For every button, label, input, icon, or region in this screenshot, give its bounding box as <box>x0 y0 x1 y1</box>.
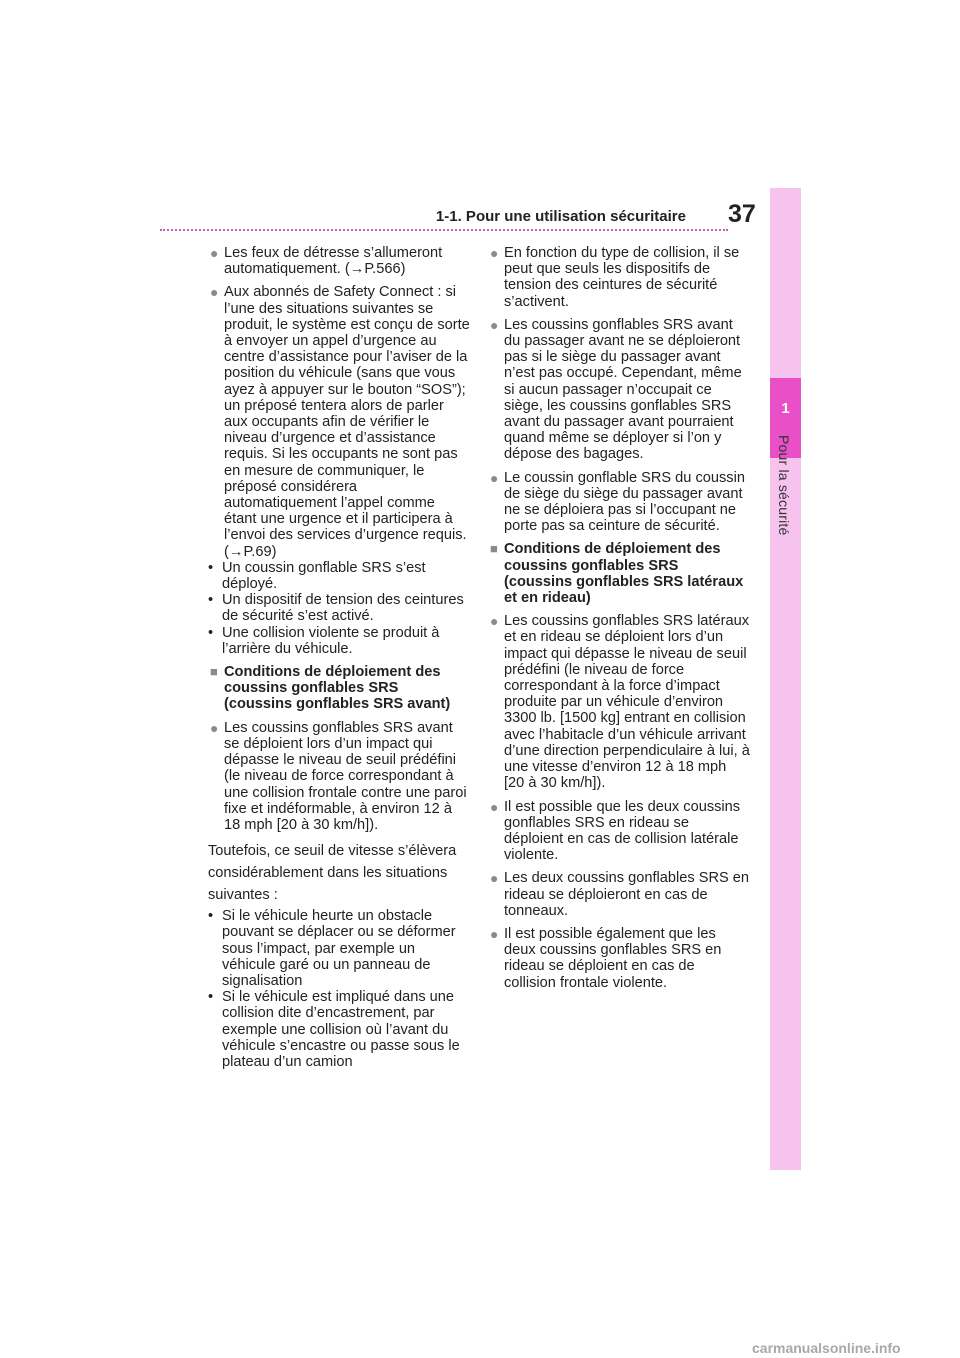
square-bullet-icon: ■ <box>490 541 498 557</box>
list-item <box>210 908 470 989</box>
list-item-text: Un dispositif de tension des ceintures de sécurité s’est activé. <box>222 592 464 625</box>
paragraph-passenger-seat <box>490 317 750 463</box>
bullet-icon: ● <box>210 719 219 736</box>
paragraph-text: Les coussins gonflables SRS avant se déploient lors d’un impact qui dépasse le niveau de seuil prédéfini (le niveau de force correspondant à une collision frontale contre une paroi fixe et indéformable, à environ 12 à 18 mph [20 à 30 km/h]). <box>224 719 467 833</box>
paragraph-side-collision <box>490 799 750 864</box>
list-item <box>210 592 470 624</box>
bullet-icon: ● <box>490 613 499 630</box>
heading-text: Conditions de déploiement des coussins gonflables SRS (coussins gonflables SRS avant) <box>224 664 451 713</box>
paragraph-rollover <box>490 870 750 919</box>
dot-icon: • <box>208 559 214 576</box>
chapter-number: 1 <box>781 400 790 417</box>
square-bullet-icon: ■ <box>210 664 218 680</box>
threshold-situations-list <box>210 908 470 1070</box>
paragraph-text: Aux abonnés de Safety Connect : si l’une des situations suivantes se produit, le système est conçu de sorte à envoyer un appel d’urgence au centre d’assistance pour l’aviser de la position du véhicule (sans que vous ayez à appuyer sur le bouton “SOS”); un préposé tentera alors de parler aux occupants afin de vérifier le niveau d’urgence et d’assistance requis. Si les occupants ne sont pas en mesure de communiquer, le préposé considérera automatiquement l’appel comme étant une urgence et il participera à l’envoi des services d’urgence requis. (→P.69) <box>224 284 470 560</box>
bullet-icon: ● <box>490 798 499 815</box>
bullet-icon: ● <box>490 316 499 333</box>
right-column <box>490 245 750 998</box>
list-item <box>210 989 470 1070</box>
paragraph-side-airbag-threshold <box>490 613 750 791</box>
dot-icon: • <box>208 908 214 925</box>
list-item <box>210 625 470 657</box>
paragraph-seat-cushion-airbag <box>490 470 750 535</box>
paragraph-frontal-collision <box>490 926 750 991</box>
dot-icon: • <box>208 592 214 609</box>
page-number: 37 <box>728 200 756 228</box>
list-item <box>210 560 470 592</box>
paragraph-text: Le coussin gonflable SRS du coussin de siège du siège du passager avant ne se déploiera pas si l’occupant ne porte pas sa ceinture de sécurité. <box>504 469 745 535</box>
bullet-icon: ● <box>490 469 499 486</box>
section-heading-side-curtain-airbags <box>490 541 750 606</box>
list-item-text: Si le véhicule heurte un obstacle pouvant se déplacer ou se déformer sous l’impact, par exemple un véhicule garé ou un panneau de signalisation <box>222 908 456 989</box>
list-item-text: Un coussin gonflable SRS s’est déployé. <box>222 559 426 593</box>
list-item-text: Une collision violente se produit à l’arrière du véhicule. <box>222 624 440 657</box>
chapter-sidebar <box>770 188 801 1170</box>
bullet-icon: ● <box>210 245 219 261</box>
paragraph-text: Les coussins gonflables SRS latéraux et en rideau se déploient lors d’un impact qui dépasse le niveau de seuil prédéfini (le niveau de force correspondant à la force d’impact produite par un véhicule d’environ 3300 lb. [1500 kg] entrant en collision avec l’habitacle d’un véhicule arrivant d’une direction perpendiculaire à lui, à une vitesse d’environ 12 à 18 mph [20 à 30 km/h]). <box>504 613 750 792</box>
chapter-title: Pour la sécurité <box>776 435 792 536</box>
paragraph-safety-connect <box>210 284 470 559</box>
bullet-icon: ● <box>490 245 499 261</box>
left-column <box>210 245 470 1070</box>
paragraph-hazard-lights <box>210 245 470 277</box>
paragraph-front-airbag-threshold <box>210 720 470 833</box>
dot-icon: • <box>208 989 214 1006</box>
section-title: 1-1. Pour une utilisation sécuritaire <box>435 208 686 225</box>
list-item-text: Si le véhicule est impliqué dans une collision dite d’encastrement, par exemple une collision où l’avant du véhicule s’encastre ou passe sous le plateau d’un camion <box>222 989 460 1070</box>
paragraph-text: Les coussins gonflables SRS avant du passager avant ne se déploieront pas si le siège du passager avant n’est pas occupé. Cependant, même si aucun passager n’occupait ce siège, les coussins gonflables SRS avant du passager avant pourraient quand même se déployer si l’on y dépose des bagages. <box>504 316 742 463</box>
dot-icon: • <box>208 624 214 641</box>
paragraph-text: Les feux de détresse s’allumeront automatiquement. (→P.566) <box>224 245 443 278</box>
paragraph-text: En fonction du type de collision, il se peut que seuls les dispositifs de tension des ceintures de sécurité s’activent. <box>504 245 740 310</box>
bullet-icon: ● <box>210 284 219 301</box>
heading-text: Conditions de déploiement des coussins gonflables SRS (coussins gonflables SRS latéraux et en rideau) <box>504 541 744 607</box>
paragraph-text: Il est possible que les deux coussins gonflables SRS en rideau se déploient en cas de collision latérale violente. <box>504 798 741 864</box>
bullet-icon: ● <box>490 925 499 942</box>
paragraph-text: Il est possible également que les deux coussins gonflables SRS en rideau se déploient en cas de collision frontale violente. <box>504 925 722 991</box>
header-divider <box>160 229 728 231</box>
site-watermark: carmanualsonline.info <box>752 1340 901 1356</box>
paragraph-text: Les deux coussins gonflables SRS en rideau se déploieront en cas de tonneaux. <box>504 870 750 919</box>
section-heading-front-airbags <box>210 664 470 713</box>
paragraph-collision-type <box>490 245 750 310</box>
bullet-icon: ● <box>490 870 499 887</box>
paragraph-threshold-rise: Toutefois, ce seuil de vitesse s’élèvera considérablement dans les situations suivantes : <box>208 843 457 904</box>
safety-connect-list <box>210 560 470 657</box>
